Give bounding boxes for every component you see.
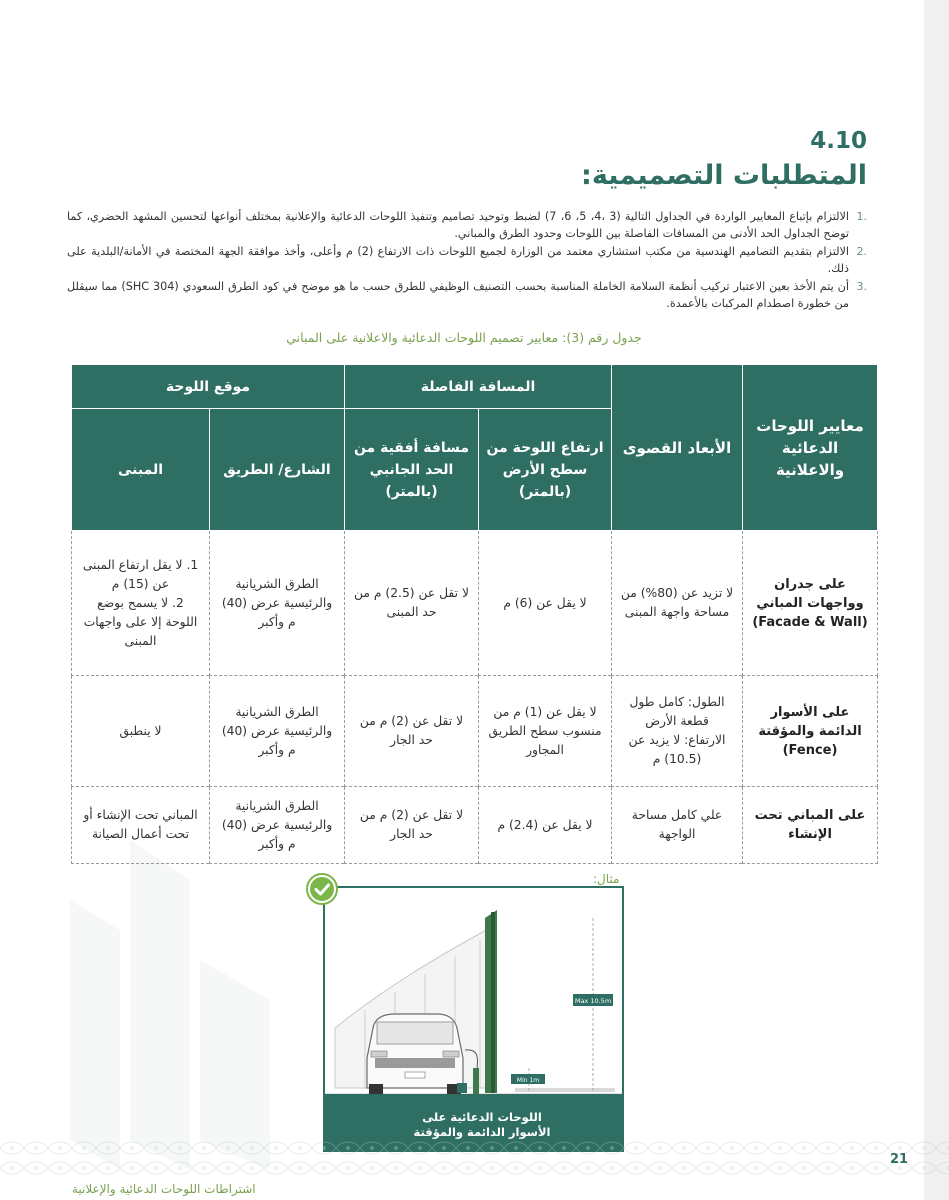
example-illustration xyxy=(323,886,624,1152)
table-caption: جدول رقم (3): معايير تصميم اللوحات الدعائية والاعلانية على المباني xyxy=(286,330,642,345)
watermark-logo xyxy=(70,840,270,1170)
page-edge-strip xyxy=(924,0,949,1200)
header-building: المبنى xyxy=(72,409,210,531)
requirement-text: أن يتم الأخذ بعين الاعتبار تركيب أنظمة السلامة الخاملة المناسبة بحسب التصنيف الوظيفي للطرق حسب ما هو موضح في كود الطرق السعودي (SHC 304) مما سيقلل من خطورة اصطدام المركبات بالأعمدة. xyxy=(67,280,849,310)
header-max-dimensions: الأبعاد القصوى xyxy=(612,365,743,531)
header-board-location: موقع اللوحة xyxy=(72,365,345,409)
header-horizontal-distance: مسافة أفقية من الحد الجانبي (بالمتر) xyxy=(345,409,479,531)
requirement-item xyxy=(67,243,867,277)
row-criteria-name: على المباني تحت الإنشاء xyxy=(754,808,866,842)
row-building: المباني تحت الإنشاء أو تحت أعمال الصيانة xyxy=(72,787,210,864)
header-street-road: الشارع/ الطريق xyxy=(210,409,345,531)
example-caption-line: اللوحات الدعائية على xyxy=(422,1110,542,1124)
check-circle-icon xyxy=(306,873,338,905)
row-street: الطرق الشريانية والرئيسية عرض (40) م وأكبر xyxy=(210,787,345,864)
row-horizontal-distance: لا تقل عن (2) م من حد الجار xyxy=(345,676,479,787)
example-caption-line: الأسوار الدائمة والمؤقتة xyxy=(413,1125,551,1139)
requirement-number: .1 xyxy=(856,210,867,223)
row-max-dimensions xyxy=(612,676,743,787)
row-height: لا يقل عن (2.4) م xyxy=(479,787,612,864)
row-criteria-cell xyxy=(743,676,878,787)
requirement-number: .2 xyxy=(856,245,867,258)
table-header-row xyxy=(72,365,878,409)
row-height: لا يقل عن (6) م xyxy=(479,531,612,676)
requirement-number: .3 xyxy=(856,280,867,293)
section-title: المتطلبات التصميمية: xyxy=(581,160,867,191)
table-row xyxy=(72,531,878,676)
row-criteria-english: (Fence) xyxy=(782,742,838,758)
page-number: 21 xyxy=(890,1152,909,1167)
min-height-text: Min 1m xyxy=(516,1077,540,1084)
row-criteria-cell xyxy=(743,787,878,864)
design-criteria-table xyxy=(71,364,878,864)
header-criteria: معايير اللوحات الدعائية والاعلانية xyxy=(743,365,878,531)
row-horizontal-distance: لا تقل عن (2) م من حد الجار xyxy=(345,787,479,864)
header-clearance: المسافة الفاصلة xyxy=(345,365,612,409)
row-building: لا ينطبق xyxy=(72,676,210,787)
footer-pattern xyxy=(0,1138,949,1178)
requirement-item xyxy=(67,208,867,242)
row-building xyxy=(72,531,210,676)
example-label: مثال: xyxy=(593,872,620,886)
row-horizontal-distance: لا تقل عن (2.5) م من حد المبنى xyxy=(345,531,479,676)
row-criteria-english: (Facade & Wall) xyxy=(752,614,868,630)
row-max-dimensions: علي كامل مساحة الواجهة xyxy=(612,787,743,864)
section-number: 4.10 xyxy=(810,128,867,154)
requirements-list xyxy=(67,208,867,313)
row-street: الطرق الشريانية والرئيسية عرض (40) م وأكبر xyxy=(210,676,345,787)
row-max-dimensions: لا تزيد عن (80%) من مساحة واجهة المبنى xyxy=(612,531,743,676)
row-building-condition: 1. لا يقل ارتفاع المبنى عن (15) م xyxy=(82,557,199,591)
requirement-item xyxy=(67,278,867,312)
row-criteria-name: على جدران وواجهات المباني xyxy=(756,576,864,611)
requirement-text: الالتزام بإتباع المعايير الواردة في الجداول التالية (3 ،4، 5، 6، 7) لضبط وتوحيد تصاميم وتنفيذ اللوحات الدعائية والإعلانية بمختلف أنواعها لتحسين المشهد الحضري، كما توضح الجداول الحد الأدنى من المسافات الفاصلة بين اللوحات وحدود الطرق والمباني. xyxy=(67,210,850,240)
row-street: الطرق الشريانية والرئيسية عرض (40) م وأكبر xyxy=(210,531,345,676)
max-height-text: Max 10.5m xyxy=(574,997,612,1005)
row-max-height: الارتفاع: لا يزيد عن (10.5) م xyxy=(628,733,726,766)
row-max-length: الطول: كامل طول قطعة الأرض xyxy=(629,695,725,728)
row-height: لا يقل عن (1) م من منسوب سطح الطريق المجاور xyxy=(479,676,612,787)
header-height-from-ground: ارتفاع اللوحة من سطح الأرض (بالمتر) xyxy=(479,409,612,531)
footer-title: اشتراطات اللوحات الدعائية والإعلانية xyxy=(72,1182,256,1196)
requirement-text: الالتزام بتقديم التصاميم الهندسية من مكتب استشاري معتمد من الوزارة لجميع اللوحات ذات الارتفاع (2) م وأعلى، وأخذ موافقة الجهة المختصة في الأمانة/البلدية على ذلك. xyxy=(67,245,849,275)
row-building-condition: 2. لا يسمح بوضع اللوحة إلا على واجهات المبنى xyxy=(83,595,198,648)
table-row xyxy=(72,787,878,864)
example-caption xyxy=(342,1110,622,1140)
row-criteria-name: على الأسوار الدائمة والمؤقتة xyxy=(758,704,862,739)
row-criteria-cell xyxy=(743,531,878,676)
table-row xyxy=(72,676,878,787)
